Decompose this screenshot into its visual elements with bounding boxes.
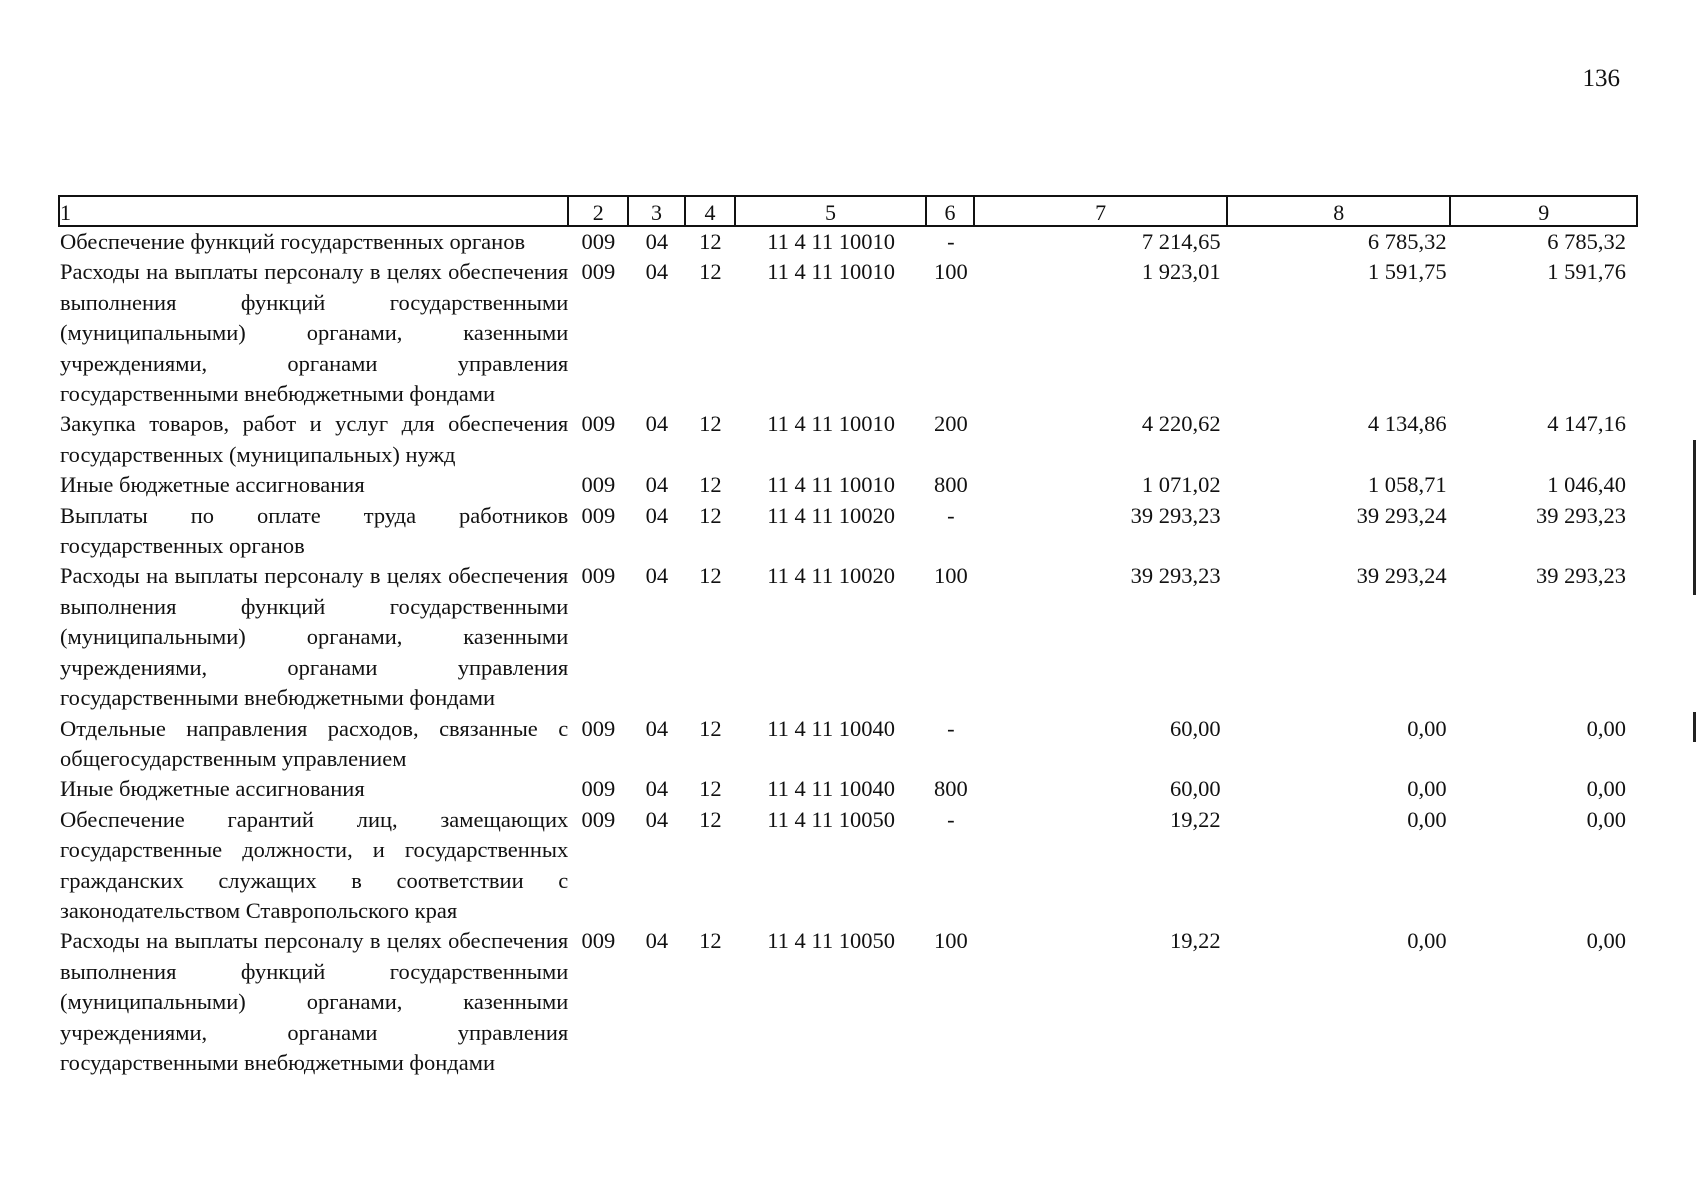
table-row xyxy=(58,501,1638,562)
amount-col-9: 1 591,76 xyxy=(1547,259,1626,285)
table-row xyxy=(58,409,1638,470)
column-header-9: 9 xyxy=(1538,200,1550,225)
expense-name: Отдельные направления расходов, связанные с общегосударственным управлением xyxy=(60,715,569,771)
table-row xyxy=(58,774,1638,804)
subsection-code: 12 xyxy=(699,928,722,954)
amount-col-7: 39 293,23 xyxy=(1130,563,1221,589)
table-row xyxy=(58,561,1638,713)
grbs-code: 009 xyxy=(581,229,616,254)
grbs-code: 009 xyxy=(581,806,616,832)
column-header-3: 3 xyxy=(629,197,685,225)
amount-col-7: 60,00 xyxy=(1169,776,1221,802)
expense-type-code: 100 xyxy=(934,928,968,954)
section-code: 04 xyxy=(645,411,669,437)
column-header-8: 8 xyxy=(1228,197,1451,225)
expense-type-code: 100 xyxy=(934,563,968,589)
target-article-code: 11 4 11 10050 xyxy=(767,928,895,954)
amount-col-7: 39 293,23 xyxy=(1130,502,1221,528)
target-article-code: 11 4 11 10020 xyxy=(767,502,895,528)
expense-type-code: 800 xyxy=(934,472,968,498)
target-article-code: 11 4 11 10040 xyxy=(767,715,895,741)
target-article-code: 11 4 11 10010 xyxy=(767,259,895,285)
section-code: 04 xyxy=(645,928,669,954)
table-body xyxy=(58,227,1638,1078)
amount-col-8: 6 785,32 xyxy=(1367,229,1447,254)
subsection-code: 12 xyxy=(699,472,722,498)
amount-col-9: 0,00 xyxy=(1586,715,1626,741)
grbs-code: 009 xyxy=(581,928,616,954)
amount-col-9: 1 046,40 xyxy=(1547,472,1626,498)
amount-col-8: 39 293,24 xyxy=(1356,563,1447,589)
target-article-code: 11 4 11 10010 xyxy=(767,411,895,437)
column-header-4: 4 xyxy=(686,197,737,225)
section-code: 04 xyxy=(645,806,669,832)
subsection-code: 12 xyxy=(699,259,722,285)
expense-name: Расходы на выплаты персоналу в целях обеспечения выполнения функций государственными (муниципальными) органами, казенными учреждениями, органами управления государственными внебюджетными фондами xyxy=(60,928,569,1075)
amount-col-8: 0,00 xyxy=(1407,715,1447,741)
amount-col-8: 4 134,86 xyxy=(1367,411,1447,437)
grbs-code: 009 xyxy=(581,411,616,437)
table-row xyxy=(58,926,1638,1078)
expense-name: Обеспечение гарантий лиц, замещающих государственные должности, и государственных гражданских служащих в соответствии с законодательством Ставропольского края xyxy=(60,806,569,923)
grbs-code: 009 xyxy=(581,259,616,285)
amount-col-8: 1 058,71 xyxy=(1367,472,1447,498)
amount-col-7: 1 071,02 xyxy=(1141,472,1221,498)
amount-col-7: 19,22 xyxy=(1169,806,1221,832)
expense-name: Обеспечение функций государственных органов xyxy=(60,229,526,254)
amount-col-7: 7 214,65 xyxy=(1141,229,1221,254)
expense-type-code: - xyxy=(947,502,955,528)
section-code: 04 xyxy=(645,259,669,285)
column-header-2: 2 xyxy=(569,197,629,225)
expense-type-code: - xyxy=(947,806,955,832)
expense-type-code: 100 xyxy=(934,259,968,285)
grbs-code: 009 xyxy=(581,563,616,589)
grbs-code: 009 xyxy=(581,502,616,528)
amount-col-9: 39 293,23 xyxy=(1535,502,1626,528)
grbs-code: 009 xyxy=(581,776,616,802)
amount-col-9: 39 293,23 xyxy=(1535,563,1626,589)
subsection-code: 12 xyxy=(699,563,722,589)
column-header-7: 7 xyxy=(975,197,1228,225)
expense-name: Иные бюджетные ассигнования xyxy=(60,472,365,498)
target-article-code: 11 4 11 10050 xyxy=(767,806,895,832)
table-row xyxy=(58,227,1638,257)
column-header-5: 5 xyxy=(736,197,926,225)
expense-name: Иные бюджетные ассигнования xyxy=(60,776,365,802)
table-header xyxy=(58,195,1638,227)
table-row xyxy=(58,714,1638,775)
target-article-code: 11 4 11 10020 xyxy=(767,563,895,589)
amount-col-8: 39 293,24 xyxy=(1356,502,1447,528)
amount-col-9: 0,00 xyxy=(1586,776,1626,802)
expense-name: Выплаты по оплате труда работников государственных органов xyxy=(60,502,569,559)
target-article-code: 11 4 11 10010 xyxy=(767,472,895,498)
table-row xyxy=(58,470,1638,500)
column-header-1: 1 xyxy=(60,197,569,225)
section-code: 04 xyxy=(645,502,669,528)
column-header-6: 6 xyxy=(927,197,976,225)
amount-col-7: 60,00 xyxy=(1169,715,1221,741)
amount-col-7: 4 220,62 xyxy=(1141,411,1221,437)
expense-type-code: 200 xyxy=(934,411,968,437)
target-article-code: 11 4 11 10010 xyxy=(767,229,895,254)
expense-name: Расходы на выплаты персоналу в целях обеспечения выполнения функций государственными (муниципальными) органами, казенными учреждениями, органами управления государственными внебюджетными фондами xyxy=(60,563,569,711)
section-code: 04 xyxy=(645,776,669,802)
subsection-code: 12 xyxy=(699,715,722,741)
amount-col-8: 1 591,75 xyxy=(1367,259,1447,285)
section-code: 04 xyxy=(645,472,669,498)
section-code: 04 xyxy=(645,715,669,741)
grbs-code: 009 xyxy=(581,715,616,741)
subsection-code: 12 xyxy=(699,776,722,802)
subsection-code: 12 xyxy=(699,229,722,254)
expense-type-code: - xyxy=(947,229,955,254)
page-number: 136 xyxy=(1582,65,1620,92)
section-code: 04 xyxy=(645,563,669,589)
amount-col-7: 19,22 xyxy=(1169,928,1221,954)
grbs-code: 009 xyxy=(581,472,616,498)
expense-name: Расходы на выплаты персоналу в целях обеспечения выполнения функций государственными (муниципальными) органами, казенными учреждениями, органами управления государственными внебюджетными фондами xyxy=(60,259,569,407)
subsection-code: 12 xyxy=(699,411,722,437)
expense-type-code: - xyxy=(947,715,955,741)
subsection-code: 12 xyxy=(699,806,722,832)
target-article-code: 11 4 11 10040 xyxy=(767,776,895,802)
amount-col-7: 1 923,01 xyxy=(1141,259,1221,285)
table-row xyxy=(58,257,1638,409)
amount-col-9: 6 785,32 xyxy=(1547,229,1626,254)
expense-type-code: 800 xyxy=(934,776,968,802)
amount-col-9: 0,00 xyxy=(1586,806,1626,832)
amount-col-8: 0,00 xyxy=(1407,928,1447,954)
table-row xyxy=(58,805,1638,927)
section-code: 04 xyxy=(645,229,669,254)
amount-col-9: 0,00 xyxy=(1586,928,1626,954)
amount-col-8: 0,00 xyxy=(1407,776,1447,802)
subsection-code: 12 xyxy=(699,502,722,528)
amount-col-8: 0,00 xyxy=(1407,806,1447,832)
expense-name: Закупка товаров, работ и услуг для обеспечения государственных (муниципальных) нужд xyxy=(60,411,569,467)
amount-col-9: 4 147,16 xyxy=(1547,411,1626,437)
